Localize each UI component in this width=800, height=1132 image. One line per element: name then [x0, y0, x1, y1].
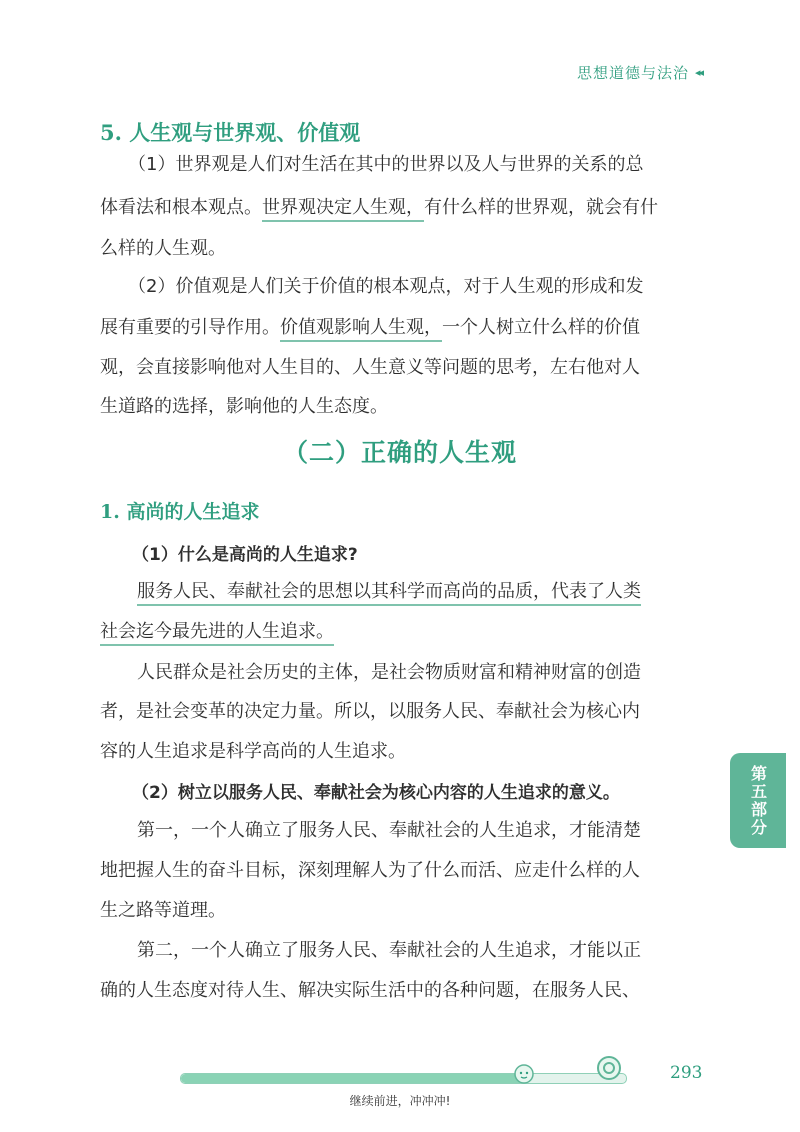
part-title: （二）正确的人生观: [282, 438, 517, 467]
page-number: 293: [670, 1063, 703, 1083]
runner-mascot-icon: [512, 1061, 536, 1085]
paragraph-line: （1）世界观是人们对生活在其中的世界以及人与世界的关系的总: [128, 154, 644, 175]
paragraph-line: [137, 578, 641, 605]
footer-motto: 继续前进，冲冲冲!: [349, 1094, 451, 1108]
section-heading-5: 5. 人生观与世界观、价值观: [100, 120, 361, 145]
paragraph-line: [100, 314, 640, 341]
highlighted-key-point: 世界观决定人生观，: [262, 197, 424, 222]
paragraph-line: （2）价值观是人们关于价值的根本观点，对于人生观的形成和发: [128, 276, 644, 297]
text-span: 展有重要的引导作用。: [100, 317, 280, 338]
side-tab-label: 第五部分: [748, 764, 768, 837]
paragraph-line: [100, 194, 658, 221]
double-arrow-icon: ◂◂: [694, 66, 702, 79]
paragraph-line: 生道路的选择，影响他的人生态度。: [100, 396, 388, 417]
paragraph-line: 人民群众是社会历史的主体，是社会物质财富和精神财富的创造: [137, 662, 641, 683]
subject-title: 思想道德与法治: [576, 64, 689, 82]
progress-fill: [181, 1074, 524, 1083]
question-heading: （1）什么是高尚的人生追求?: [132, 545, 358, 565]
chapter-side-tab[interactable]: [730, 753, 786, 848]
paragraph-line: 生之路等道理。: [100, 900, 226, 921]
paragraph-line: 第一，一个人确立了服务人民、奉献社会的人生追求，才能清楚: [137, 820, 641, 841]
paragraph-line: 容的人生追求是科学高尚的人生追求。: [100, 741, 406, 762]
question-heading: （2）树立以服务人民、奉献社会为核心内容的人生追求的意义。: [132, 783, 620, 803]
highlighted-key-point: 服务人民、奉献社会的思想以其科学而高尚的品质，代表了人类: [137, 581, 641, 606]
paragraph-line: 地把握人生的奋斗目标，深刻理解人为了什么而活、应走什么样的人: [100, 860, 640, 881]
text-span: 一个人树立什么样的价值: [442, 317, 640, 338]
paragraph-line: 观，会直接影响他对人生目的、人生意义等问题的思考，左右他对人: [100, 357, 640, 378]
paragraph-line: 确的人生态度对待人生、解决实际生活中的各种问题，在服务人民、: [100, 980, 640, 1001]
paragraph-line: [100, 618, 334, 645]
highlighted-key-point: 价值观影响人生观，: [280, 317, 442, 342]
highlighted-key-point: 社会迄今最先进的人生追求。: [100, 621, 334, 646]
page-header: [577, 62, 702, 83]
reading-progress-bar: [180, 1073, 627, 1084]
paragraph-line: 者，是社会变革的决定力量。所以，以服务人民、奉献社会为核心内: [100, 701, 640, 722]
text-span: 体看法和根本观点。: [100, 197, 262, 218]
section-heading-1: 1. 高尚的人生追求: [100, 501, 260, 523]
paragraph-line: 么样的人生观。: [100, 238, 226, 259]
goal-flag-icon: [596, 1055, 622, 1081]
paragraph-line: 第二，一个人确立了服务人民、奉献社会的人生追求，才能以正: [137, 940, 641, 961]
text-span: 有什么样的世界观，就会有什: [424, 197, 658, 218]
